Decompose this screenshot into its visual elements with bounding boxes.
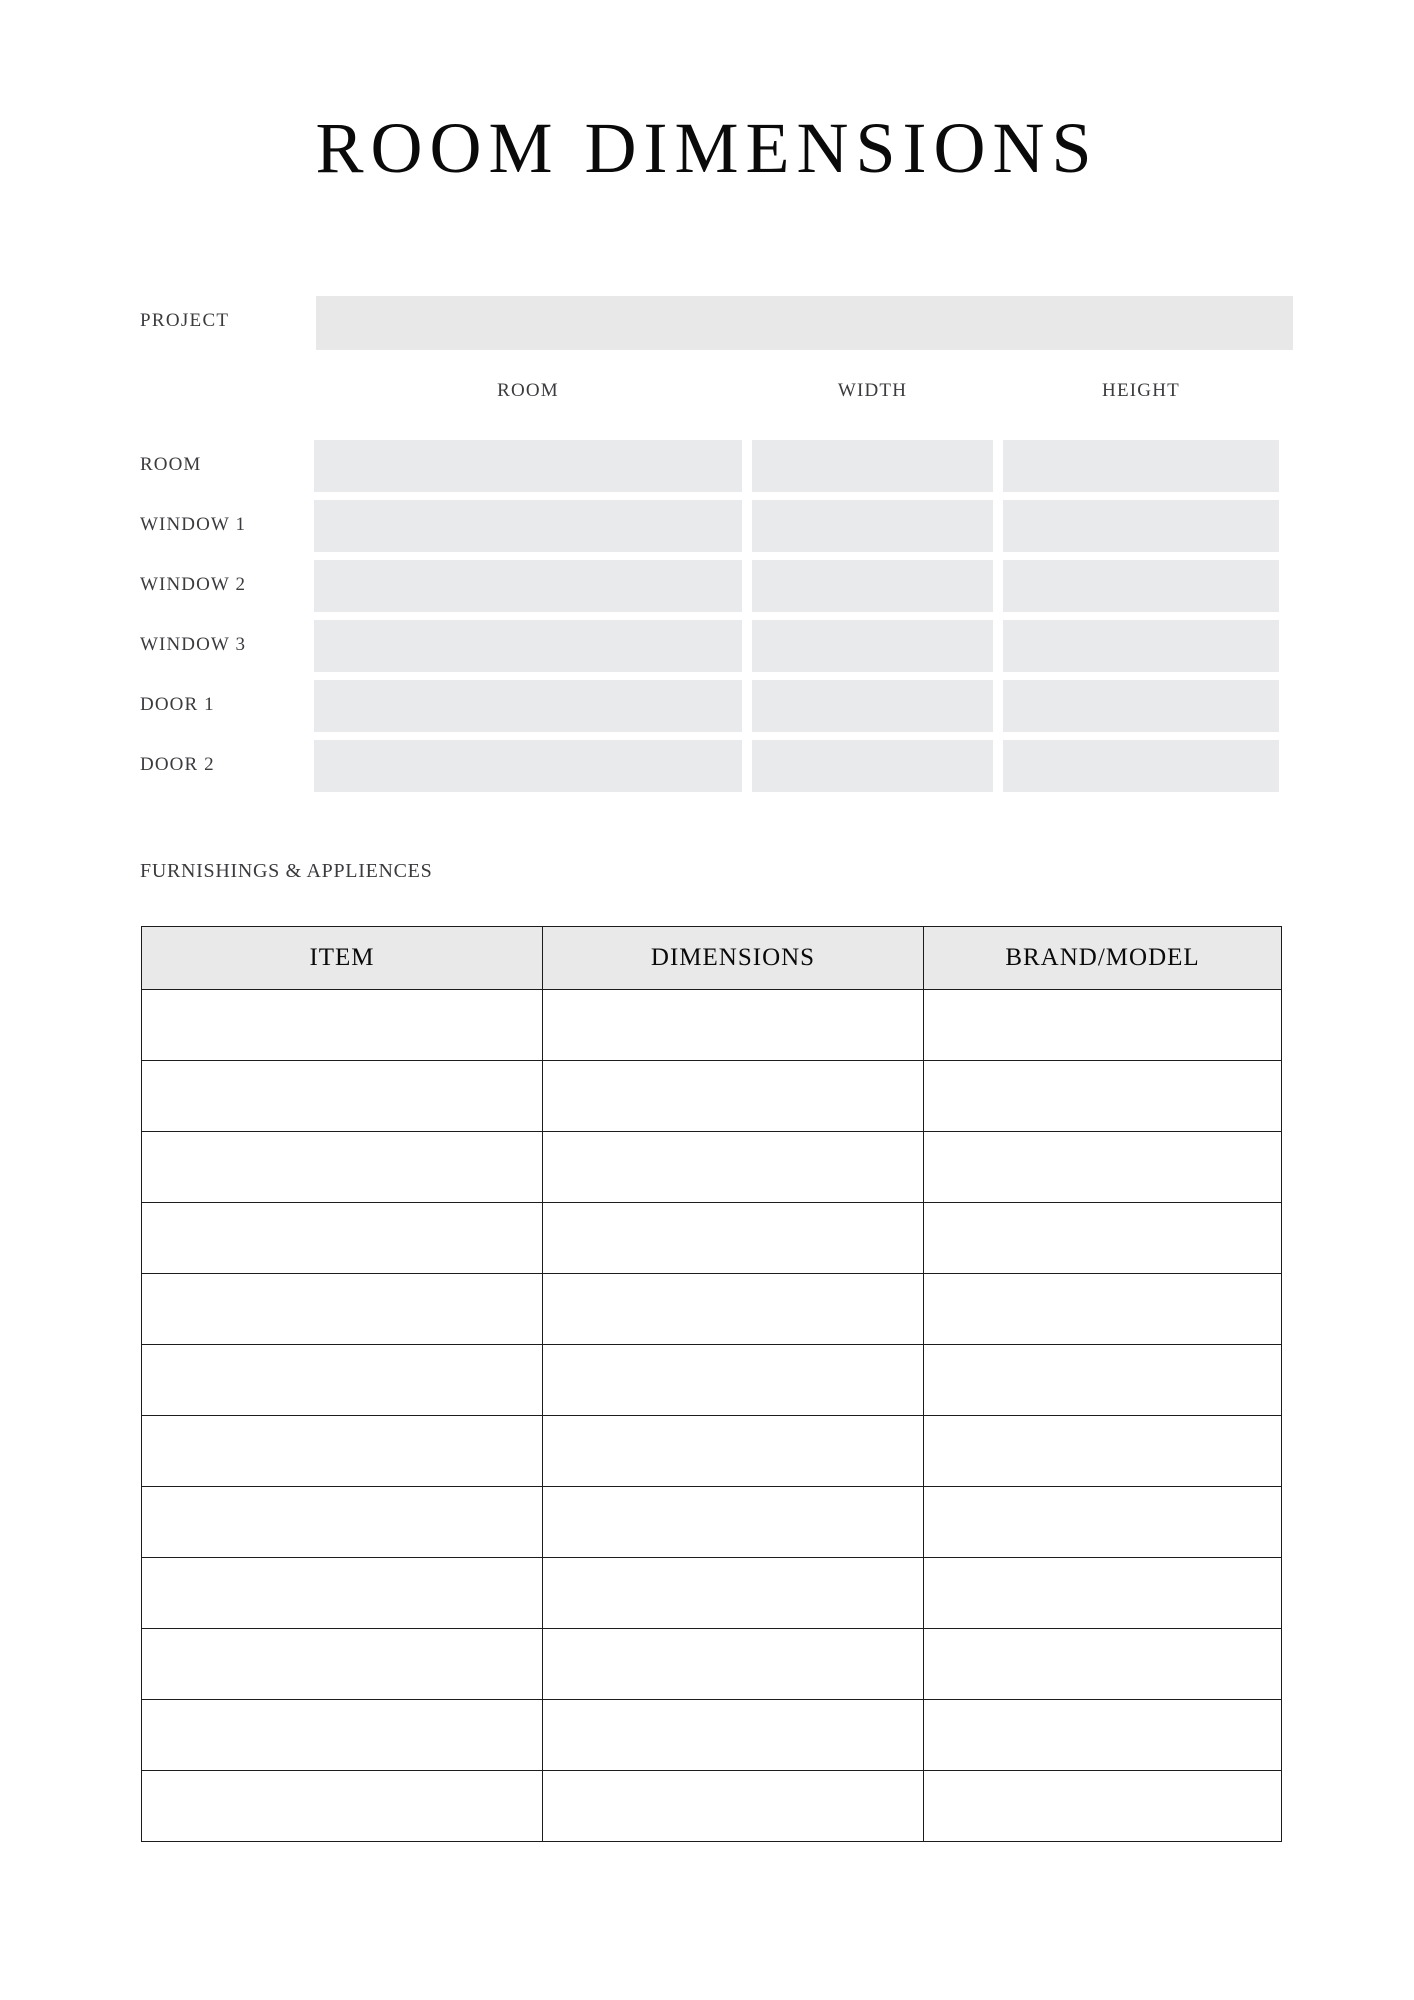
furnishings-header-dimensions: DIMENSIONS — [543, 927, 924, 990]
cell-brand-model[interactable] — [924, 1345, 1282, 1416]
furnishings-header-row — [142, 927, 1282, 990]
cell-item[interactable] — [142, 1274, 543, 1345]
cell-window-3-height[interactable] — [1003, 620, 1279, 672]
cell-window-1-room[interactable] — [314, 500, 742, 552]
cell-item[interactable] — [142, 1629, 543, 1700]
cell-brand-model[interactable] — [924, 1487, 1282, 1558]
cell-dimensions[interactable] — [543, 1274, 924, 1345]
row-label-door-1: DOOR 1 — [140, 694, 215, 715]
project-input[interactable] — [316, 296, 1293, 350]
cell-dimensions[interactable] — [543, 1558, 924, 1629]
project-row — [140, 296, 1293, 350]
project-label: PROJECT — [140, 310, 230, 331]
cell-item[interactable] — [142, 1487, 543, 1558]
table-row — [142, 1345, 1282, 1416]
dimensions-header-width: WIDTH — [837, 380, 908, 401]
dimensions-table — [140, 436, 1279, 796]
cell-brand-model[interactable] — [924, 1558, 1282, 1629]
row-label-room: ROOM — [140, 454, 202, 475]
cell-window-2-room[interactable] — [314, 560, 742, 612]
table-row — [142, 1771, 1282, 1842]
cell-dimensions[interactable] — [543, 1061, 924, 1132]
cell-window-1-width[interactable] — [752, 500, 993, 552]
table-row — [142, 1700, 1282, 1771]
table-row — [140, 676, 1279, 736]
cell-item[interactable] — [142, 1132, 543, 1203]
cell-door-1-room[interactable] — [314, 680, 742, 732]
table-row — [140, 556, 1279, 616]
furnishings-body — [142, 990, 1282, 1842]
cell-window-3-room[interactable] — [314, 620, 742, 672]
cell-window-3-width[interactable] — [752, 620, 993, 672]
cell-room-width[interactable] — [752, 440, 993, 492]
cell-dimensions[interactable] — [543, 1487, 924, 1558]
cell-dimensions[interactable] — [543, 1629, 924, 1700]
cell-item[interactable] — [142, 1558, 543, 1629]
cell-brand-model[interactable] — [924, 1203, 1282, 1274]
furnishings-header-brand-model: BRAND/MODEL — [924, 927, 1282, 990]
cell-item[interactable] — [142, 1416, 543, 1487]
cell-dimensions[interactable] — [543, 1700, 924, 1771]
cell-item[interactable] — [142, 1345, 543, 1416]
furnishings-header-item: ITEM — [142, 927, 543, 990]
cell-window-2-height[interactable] — [1003, 560, 1279, 612]
cell-room-room[interactable] — [314, 440, 742, 492]
cell-door-2-height[interactable] — [1003, 740, 1279, 792]
dimensions-header-room: ROOM — [497, 380, 559, 401]
cell-item[interactable] — [142, 1203, 543, 1274]
cell-item[interactable] — [142, 990, 543, 1061]
cell-item[interactable] — [142, 1061, 543, 1132]
cell-door-1-width[interactable] — [752, 680, 993, 732]
cell-room-height[interactable] — [1003, 440, 1279, 492]
page-title: ROOM DIMENSIONS — [315, 108, 1099, 188]
row-label-door-2: DOOR 2 — [140, 754, 215, 775]
cell-brand-model[interactable] — [924, 1416, 1282, 1487]
cell-window-2-width[interactable] — [752, 560, 993, 612]
table-row — [140, 736, 1279, 796]
cell-dimensions[interactable] — [543, 990, 924, 1061]
cell-dimensions[interactable] — [543, 1416, 924, 1487]
row-label-window-1: WINDOW 1 — [140, 514, 247, 535]
table-row — [142, 1558, 1282, 1629]
cell-brand-model[interactable] — [924, 1629, 1282, 1700]
cell-door-2-width[interactable] — [752, 740, 993, 792]
cell-dimensions[interactable] — [543, 1203, 924, 1274]
cell-door-2-room[interactable] — [314, 740, 742, 792]
table-row — [140, 436, 1279, 496]
table-row — [142, 1487, 1282, 1558]
table-row — [142, 1274, 1282, 1345]
cell-brand-model[interactable] — [924, 1061, 1282, 1132]
cell-dimensions[interactable] — [543, 1771, 924, 1842]
cell-brand-model[interactable] — [924, 1771, 1282, 1842]
dimensions-column-headers — [314, 380, 1279, 406]
cell-window-1-height[interactable] — [1003, 500, 1279, 552]
cell-brand-model[interactable] — [924, 1132, 1282, 1203]
row-label-window-3: WINDOW 3 — [140, 634, 247, 655]
cell-brand-model[interactable] — [924, 990, 1282, 1061]
cell-item[interactable] — [142, 1700, 543, 1771]
dimensions-header-height: HEIGHT — [1102, 380, 1180, 401]
cell-item[interactable] — [142, 1771, 543, 1842]
cell-brand-model[interactable] — [924, 1274, 1282, 1345]
table-row — [140, 616, 1279, 676]
furnishings-section-title: FURNISHINGS & APPLIENCES — [140, 860, 433, 882]
cell-dimensions[interactable] — [543, 1345, 924, 1416]
row-label-window-2: WINDOW 2 — [140, 574, 247, 595]
table-row — [142, 1061, 1282, 1132]
table-row — [142, 1629, 1282, 1700]
table-row — [142, 1203, 1282, 1274]
table-row — [142, 990, 1282, 1061]
table-row — [142, 1132, 1282, 1203]
table-row — [140, 496, 1279, 556]
table-row — [142, 1416, 1282, 1487]
cell-door-1-height[interactable] — [1003, 680, 1279, 732]
furnishings-table — [141, 926, 1282, 1842]
cell-brand-model[interactable] — [924, 1700, 1282, 1771]
cell-dimensions[interactable] — [543, 1132, 924, 1203]
